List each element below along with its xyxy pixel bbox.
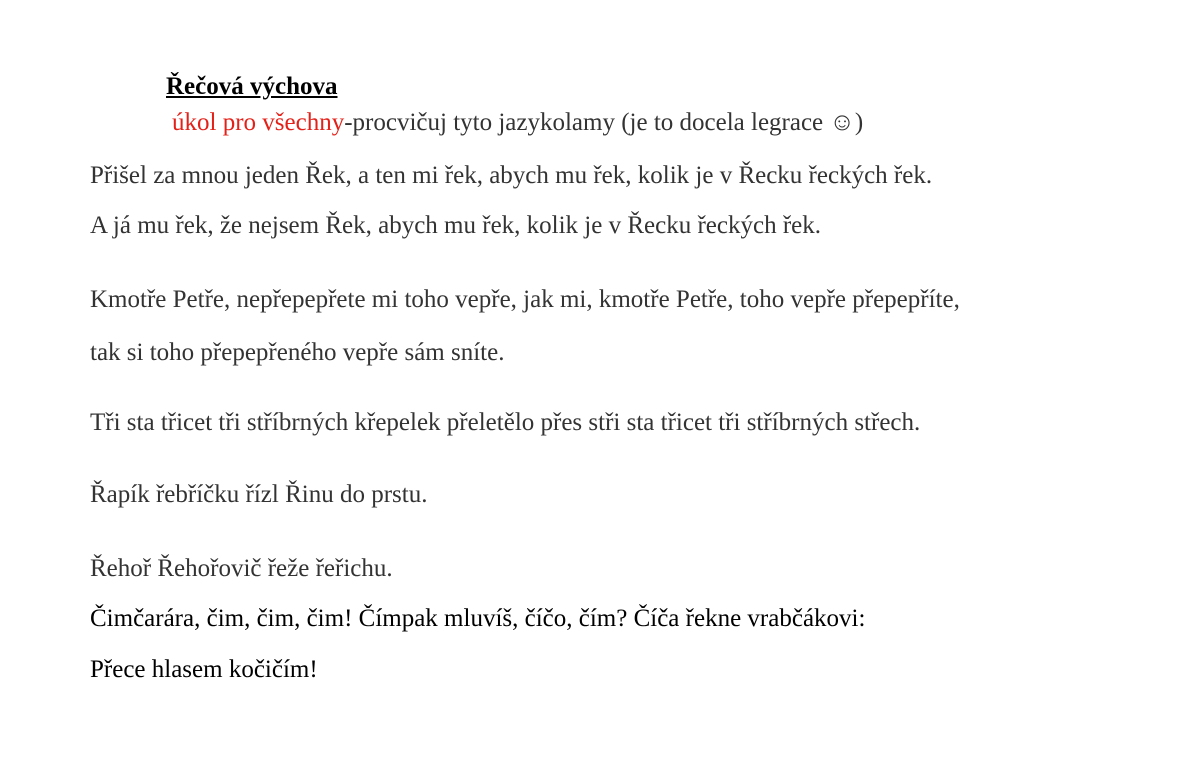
tongue-twister-line-2: A já mu řek, že nejsem Řek, abych mu řek, kolik je v Řecku řeckých řek.: [90, 212, 822, 239]
tongue-twister-line-8: Čimčarára, čim, čim, čim! Čímpak mluvíš, číčo, čím? Číča řekne vrabčákovi:: [90, 605, 866, 632]
task-instruction: -procvičuj tyto jazykolamy (je to docela legrace ☺): [344, 109, 864, 136]
tongue-twister-line-6: Řapík řebříčku řízl Řinu do prstu.: [90, 481, 428, 508]
tongue-twister-line-4: tak si toho přepepřeného vepře sám sníte.: [90, 339, 505, 366]
document-heading: Řečová výchova: [166, 73, 338, 100]
task-highlight: úkol pro všechny: [172, 109, 345, 136]
task-line: [172, 108, 863, 138]
tongue-twister-line-7: Řehoř Řehořovič řeže řeřichu.: [90, 555, 393, 582]
tongue-twister-line-3: Kmotře Petře, nepřepepřete mi toho vepře, jak mi, kmotře Petře, toho vepře přepepříte,: [90, 286, 960, 313]
tongue-twister-line-9: Přece hlasem kočičím!: [90, 656, 318, 683]
tongue-twister-line-5: Tři sta třicet tři stříbrných křepelek přeletělo přes stři sta třicet tři stříbrných střech.: [90, 409, 921, 436]
tongue-twister-line-1: Přišel za mnou jeden Řek, a ten mi řek, abych mu řek, kolik je v Řecku řeckých řek.: [90, 162, 933, 189]
